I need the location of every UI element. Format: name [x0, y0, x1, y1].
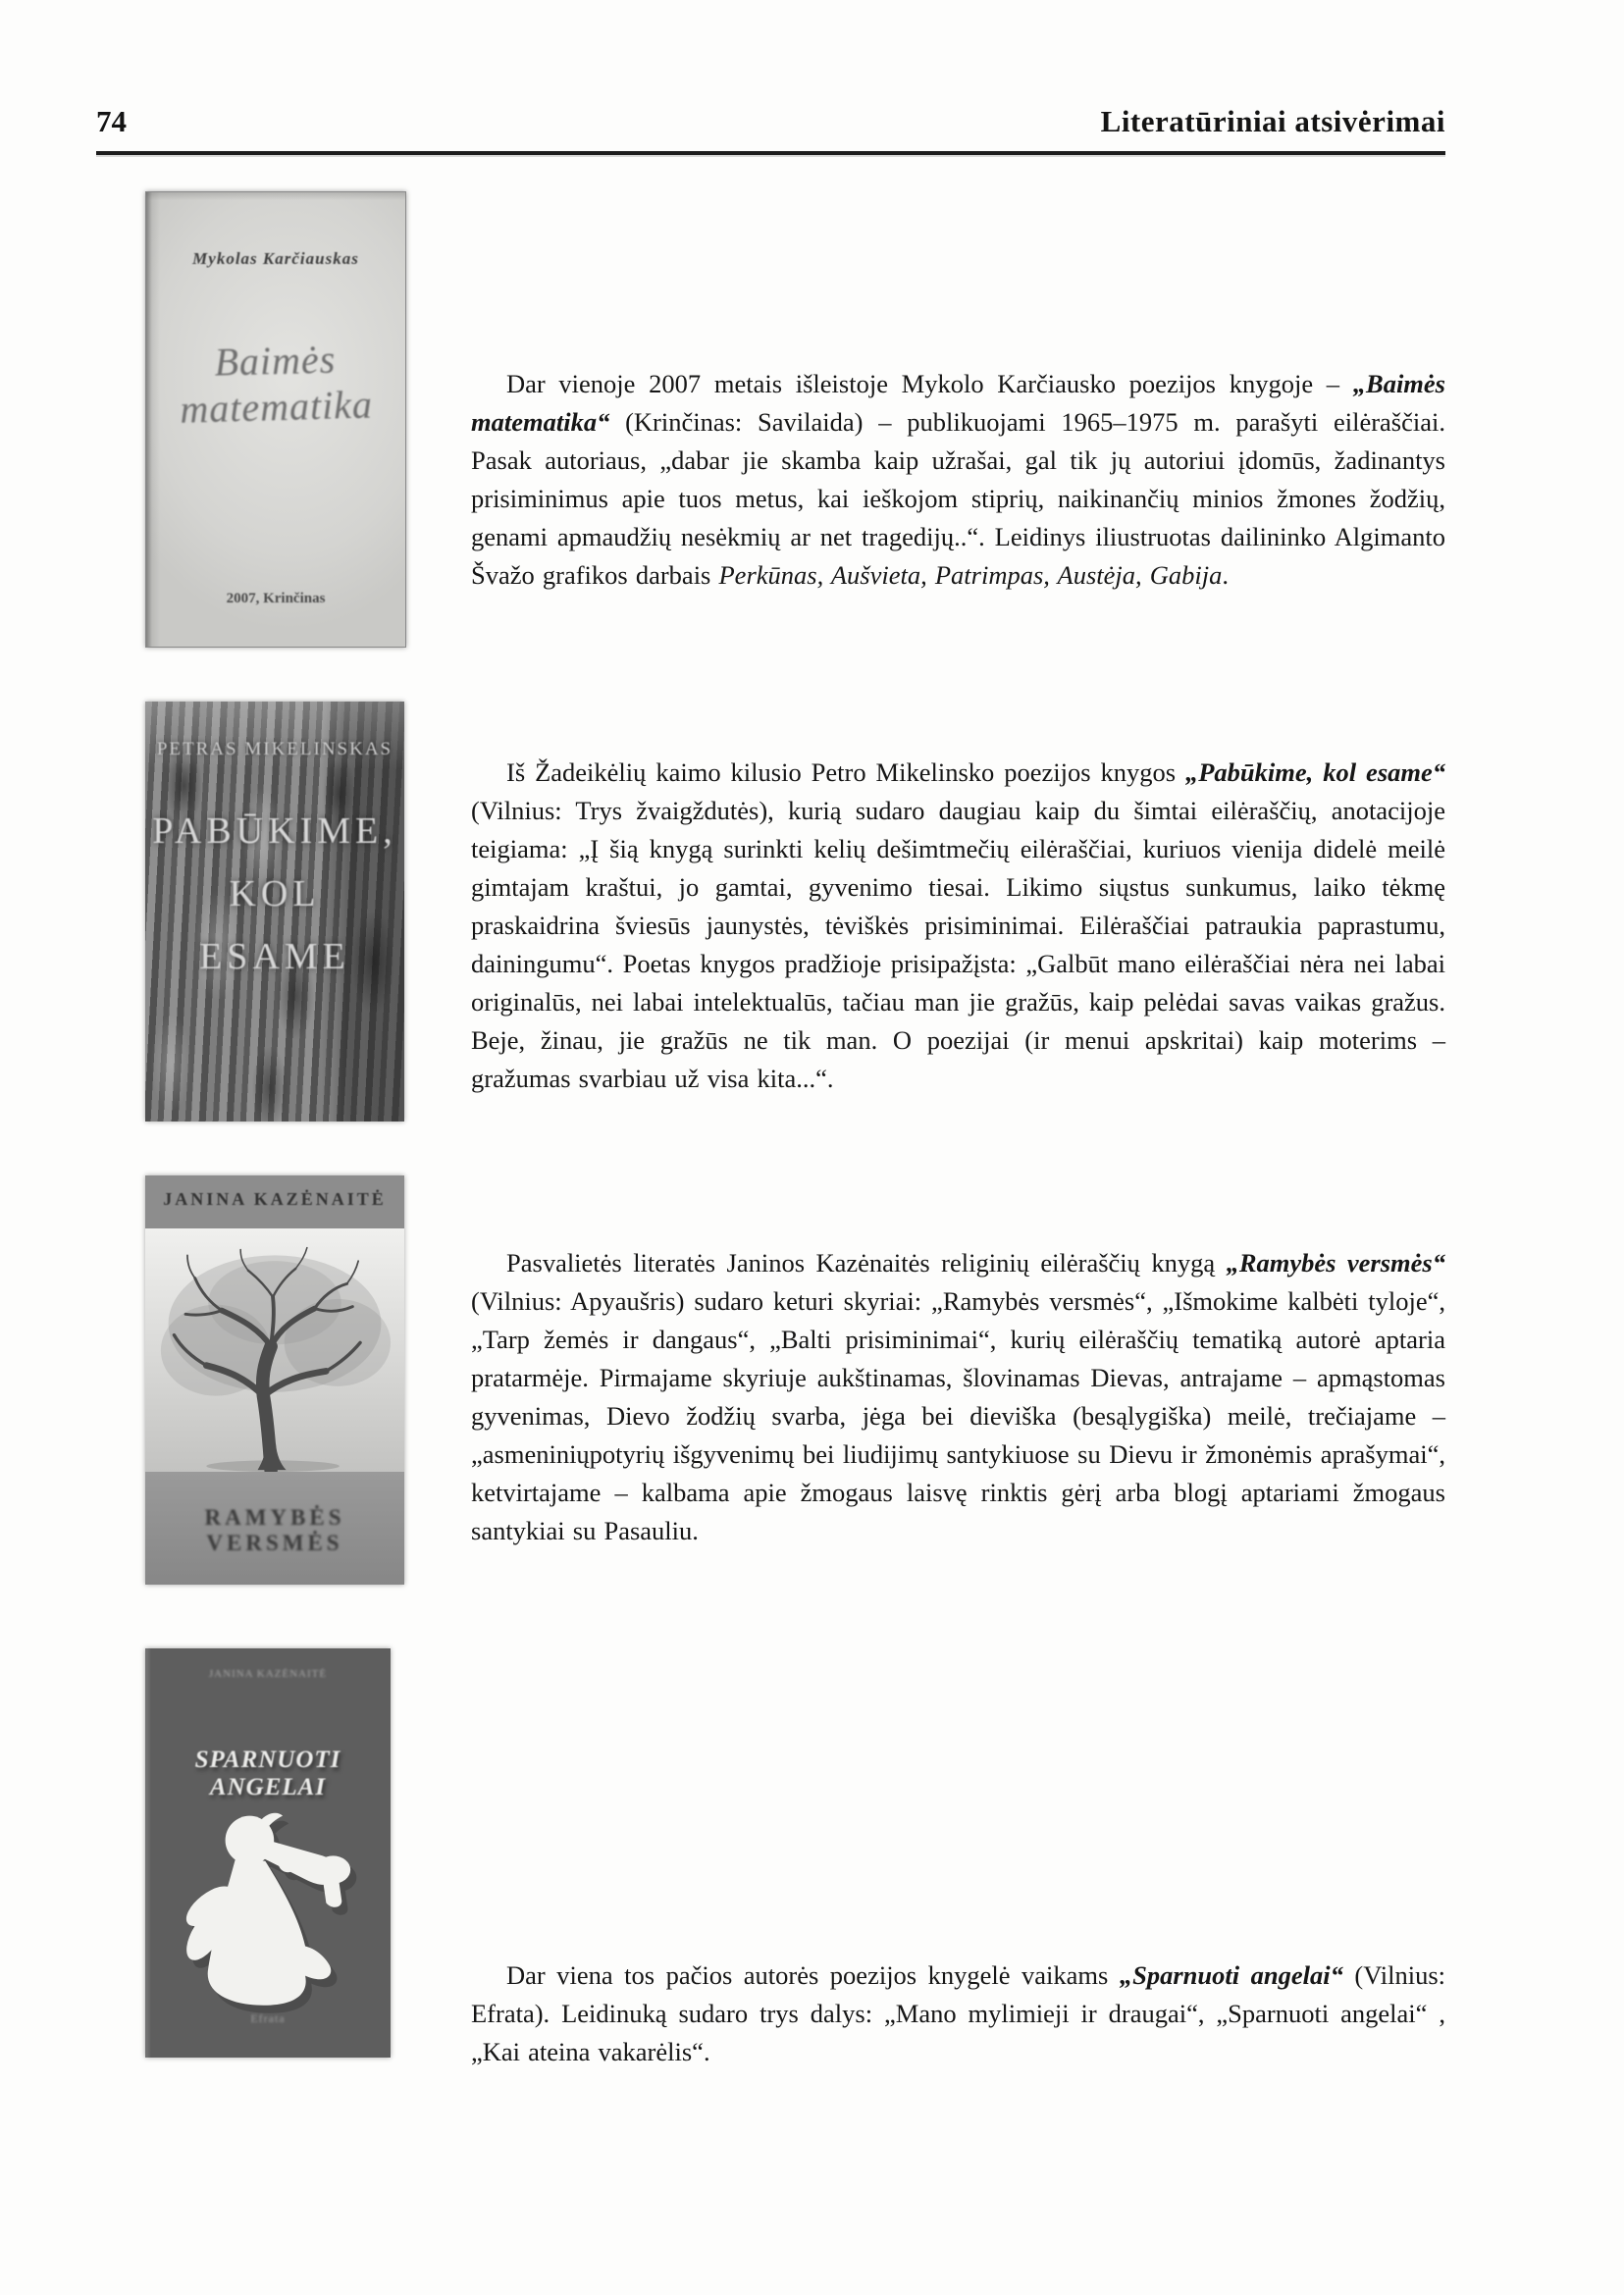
book-cover-sparnuoti-angelai [145, 1648, 391, 2058]
text-segment: „Ramybės versmės“ [1226, 1248, 1445, 1278]
text-segment: Iš Žadeikėlių kaimo kilusio Petro Mikelinsko poezijos knygos [506, 757, 1185, 787]
cover-imprint: 2007, Krinčinas [226, 591, 326, 606]
cover-author: JANINA KAZĖNAITĖ [208, 1668, 328, 1680]
page-number: 74 [96, 104, 127, 138]
text-segment: Perkūnas, Aušvieta, Patrimpas, Austėja, Gabija [718, 560, 1223, 590]
cover-title-line: ESAME [199, 936, 350, 977]
cover-title: Baimės matematika [179, 337, 374, 432]
cover-title-line: KOL [229, 873, 321, 914]
cover-author: JANINA KAZĖNAITĖ [163, 1189, 387, 1209]
text-segment: „Baimės matematika“ [471, 369, 1445, 437]
cover-author: PETRAS MIKELINSKAS [156, 739, 393, 759]
paragraph-baimes-matematika [471, 365, 1445, 595]
cover-title-line: PABŪKIME, [152, 810, 397, 852]
paragraph-ramybes-versmes [471, 1244, 1445, 1550]
angel-illustration [177, 1803, 359, 2021]
tree-illustration [151, 1236, 398, 1472]
text-segment: Pasvalietės literatės Janinos Kazėnaitės religinių eilėraščių knygą [506, 1248, 1227, 1278]
cover-illustration-area [145, 1228, 404, 1472]
text-segment: „Pabūkime, kol esame“ [1185, 757, 1446, 787]
text-segment: „Sparnuoti angelai“ [1119, 1960, 1343, 1990]
text-segment: (Krinčinas: Savilaida) – publikuojami 1965–1975 m. parašyti eilėraščiai. Pasak autoriaus, „dabar jie skamba kaip užrašai, gal tik jų autoriui įdomūs, žadinantys prisiminimus apie tuos metus, kai ieškojom stiprių, naikinančių minios žmones žodžių, genami apmaudžių nesėkmių ar net tragedijų..“. Leidinys iliustruotas dailininko Algimanto Švažo grafikos darbais [471, 407, 1445, 590]
text-segment: (Vilnius: Trys žvaigždutės), kurią sudaro daugiau kaip du šimtai eilėraščių, anotacijoje teigiama: „Į šią knygą surinkti kelių dešimtmečių eilėraščiai, kuriuos vienija didelė meilė gimtajam kraštui, jo gamtai, gyvenimo tiesai. Likimo siųstus sunkumus, laiko tėkmę praskaidrina šviesūs jaunystės, tėviškės prisiminimai. Eilėraščiai patraukia paprastumu, dainingumu“. Poetas knygos pradžioje prisipažįsta: „Galbūt mano eilėraščiai nėra nei labai originalūs, nei labai intelektualūs, tačiau man jie gražūs, kaip pelėdai savas vaikas gražus. Beje, žinau, jie gražūs ne tik man. O poezijai (ir menui apskritai) kaip moterims – gražumas svarbiau už visa kita...“. [471, 796, 1445, 1093]
cover-title: RAMYBĖS VERSMĖS [204, 1505, 345, 1555]
text-segment: Dar viena tos pačios autorės poezijos knygelė vaikams [506, 1960, 1120, 1990]
paragraph-sparnuoti-angelai [471, 1956, 1445, 2071]
cover-title: SPARNUOTI ANGELAI [194, 1747, 341, 1800]
header-title: Literatūriniai atsivėrimai [1100, 104, 1445, 138]
book-cover-ramybes-versmes [145, 1175, 404, 1585]
text-segment: (Vilnius: Apyaušris) sudaro keturi skyriai: „Ramybės versmės“, „Išmokime kalbėti tyloje“, „Tarp žemės ir dangaus“, „Balti prisiminimai“, kurių eilėraščių tematiką autorė aptaria pratarmėje. Pirmajame skyriuje aukštinamas, šlovinamas Dievas, antrajame – apmąstomas gyvenimas, Dievo žodžių svarba, jėga bei dieviška (besąlygiška) meilė, trečiajame – „asmeniniųpotyrių išgyvenimų bei liudijimų santykiuose su Dievu ir žmonėmis aprašymai“, ketvirtajame – kalbama apie žmogaus laisvę rinktis gėrį arba blogį aptariami žmogaus santykiai su Pasauliu. [471, 1286, 1445, 1545]
book-cover-baimes-matematika [145, 191, 406, 648]
cover-author: Mykolas Karčiauskas [192, 249, 359, 268]
text-segment: Dar vienoje 2007 metais išleistoje Mykolo Karčiausko poezijos knygoje – [506, 369, 1353, 398]
text-segment: (Vilnius: Efrata). Leidinuką sudaro trys dalys: „Mano mylimieji ir draugai“, „Sparnuoti angelai“ , „Kai ateina vakarėlis“. [471, 1960, 1446, 2066]
text-segment: . [1222, 560, 1230, 590]
book-cover-pabukime-kol-esame [145, 702, 404, 1121]
header-rule [96, 151, 1445, 155]
cover-bottom-band [145, 1472, 404, 1585]
cover-top-band [145, 1175, 404, 1228]
paragraph-pabukime-kol-esame [471, 754, 1445, 1098]
cover-imprint: Efrata [250, 2011, 286, 2025]
